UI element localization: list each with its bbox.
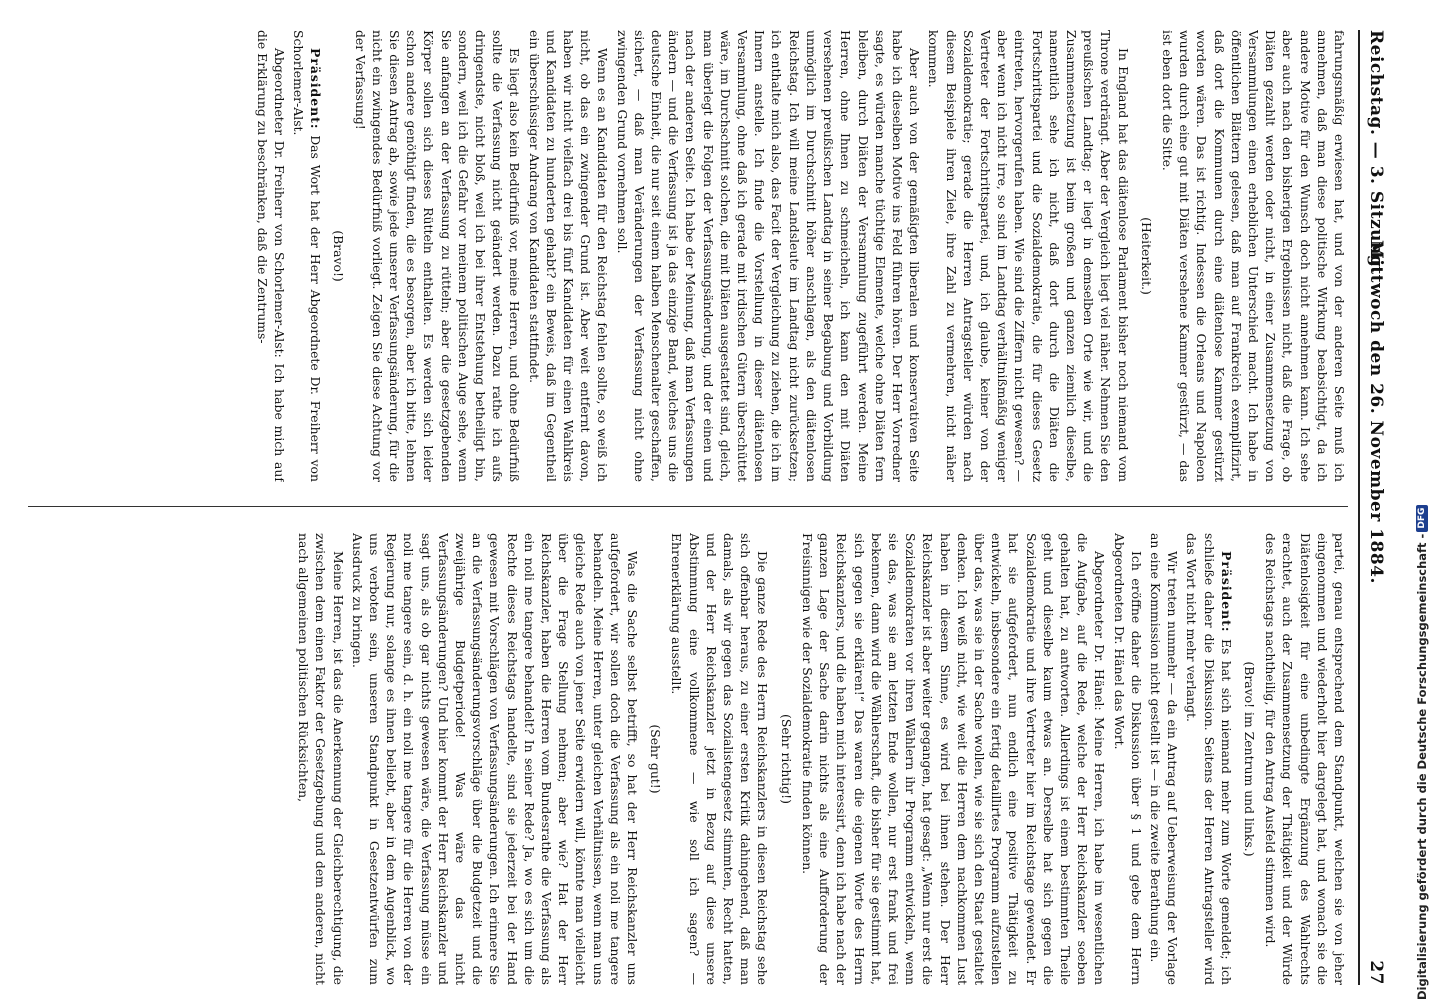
header-session-title: Reichstag. — 3. Sitzung. (1366, 30, 1386, 274)
paragraph (613, 30, 923, 482)
paragraph-text: partei, genau entsprechend dem Standpunkt, welchen sie von jeher eingenommen und wiederholt hier dargelegt hat, und wonach sie die Diätenlosigkeit für eine unbedingte Ergänzung des Wahlrechts erachtet, auch der Zusammensetzung der Thätigkeit und der Würde des Reichstags nachtheilig, für den Antrag Ausfeld stimmen wird. (1263, 533, 1347, 985)
paragraph-text: Es liegt also kein Bedürfniß vor, meine Herren, und ohne Bedürfniß sollte die Verfassung nicht geändert werden. Dazu rathe ich aufs dringendste, nicht bloß, weil ich bei ihrer Entstehung betheiligt bin, sondern, weil ich die Gefahr vor meinem politischen Auge sehe, wenn Sie anfangen an der Verfassung zu rütteln; aber die gesetzgebenden Körper sollen sich dieses Rütteln enthalten. Es werden sich leider schon andere genöthigt finden, die es besorgen, aber ich bitte, lehnen Sie diesen Antrag ab, sowie jede unserer Verfassungsänderung, für die nicht ein zwingendes Bedürfniß vorliegt. Zeigen Sie diese Achtung vor der Verfassung! (352, 30, 523, 482)
stage-direction: (Bravo! im Zentrum und links.) (1241, 661, 1257, 857)
rotated-document-page (24, 0, 1404, 1000)
paragraph (799, 533, 1109, 985)
paragraph-text: Aber auch von der gemäßigten liberalen und konservativen Seite habe ich dieselben Motive ins Feld führen hören. Der Herr Vorredner sagte, es würden manche tüchtige Elemente, welche ohne Diäten fern bleiben, durch Diäten der Versammlung zugeführt werden. Meine Herren, ohne Ihnen zu schmeicheln, ich kann den mit Diäten versehenen preußischen Landtag in seiner Begabung und Vorbildung unmöglich im Durchschnitt höher anschlagen, als den diätenlosen Reichstag. Ich will meine Landsleute im Landtag nicht zurücksetzen; ich enthalte mich also, das Facit der Vergleichung zu ziehen, die ich im Innern anstelle. Ich finde die Vorstellung in dieser diätenlosen Versammlung, ohne daß ich gerade mit irdischen Gütern überschüttet wäre, im Durchschnitt solchen, die mit Diäten ausgestattet sind, gleich, man überlegt die Folgen der Verfassungsänderung, und der einen und nach der anderen Seite. Ich habe der Meinung, daß man Verfassungen ändern — und die Verfassung ist ja das einzige Band, welches uns die deutsche Einheit, die nur seit einem halben Menschenalter geschaffen, sichert, — daß man Veränderungen der Verfassung nicht ohne zwingenden Grund vornehmen soll. (614, 30, 923, 482)
stage-direction: (Sehr richtig!) (778, 714, 794, 804)
digitization-credit-text: Digitalisierung gefördert durch die Deutsche Forschungsgemeinschaft - (1415, 533, 1429, 1000)
paragraph (925, 30, 1131, 482)
paragraph-text: In England hat das diätenlose Parlament bisher noch niemand vom Throne verdrängt. Aber der Vergleich liegt viel näher. Nehmen Sie den preußischen Landtag; er liegt in demselben Orte wie wir, und die Zusammensetzung ist beim großen und ganzen ziemlich dieselbe, namentlich sehe ich nicht, daß dort durch die Diäten die Fortschrittspartei und die Sozialdemokratie, die für dieses Gesetz eintreten, hervorgerufen haben. Wie sind die Ziffern nicht gewesen? — aber wenn ich nicht irre, so sind im Landtag verhältnißmäßig weniger Vertreter der Fortschrittspartei, und, ich glaube, keiner von der Sozialdemokratie; gerade die Herren Antragsteller würden nach diesem Beispiele ihren Ziele, ihre Zahl zu vermehren, nicht näher kommen. (926, 30, 1131, 482)
paragraph-text: Meine Herren, ist das die Anerkennung der Gleichberechtigung, die zwischen dem einen Faktor der Gesetzgebung und dem anderen, nicht nach allgemeinen politischen Rücksichten, (296, 533, 346, 985)
header-page-number: 27 (1366, 960, 1386, 985)
right-text-column (28, 533, 1348, 985)
stage-direction: (Sehr gut!) (648, 724, 664, 794)
paragraph-text: Das Wort hat der Herr Abgeordnete Dr. Freiherr von Schorlemer-Alst. (291, 30, 324, 482)
paragraph (290, 30, 324, 482)
page-header (1360, 30, 1390, 985)
column-divider (28, 506, 1348, 507)
paragraph-text: Es hat sich niemand mehr zum Worte gemeldet; ich schließe daher die Diskussion. Seitens der Herren Antragsteller wird das Wort nicht mehr verlangt. (1184, 533, 1234, 985)
stage-direction: (Bravo!) (331, 230, 347, 282)
stage-direction: (Heiterkeit.) (1138, 217, 1154, 295)
paragraph (253, 30, 287, 482)
paragraph-text: Ich eröffne daher die Diskussion über § 1 und gebe dem Herrn Abgeordneten Dr. Hänel das Wort. (1111, 533, 1144, 985)
speaker-label: Präsident: (308, 48, 324, 130)
paragraph (1110, 533, 1144, 985)
left-text-column (28, 30, 1348, 482)
paragraph (351, 30, 523, 482)
dfg-logo: DFG (1416, 505, 1428, 532)
paragraph (1262, 533, 1348, 985)
paragraph-text: Wir treten nunmehr — da ein Antrag auf Ueberweisung der Vorlage an eine Kommission nicht gestellt ist — in die zweite Berathung ein. (1147, 533, 1181, 985)
paragraph (1183, 533, 1235, 985)
digitization-credit (1408, 0, 1432, 1000)
paragraph (525, 30, 611, 482)
paragraph-text: Abgeordneter Dr. Freiherr von Schorlemer-Alst: Ich habe mich auf die Erklärung zu beschränken, daß die Zentrums- (254, 30, 287, 482)
paragraph-text: Wenn es an Kandidaten für den Reichstag fehlen sollte, so weiß ich nicht, ob das ein zwingender Grund ist. Aber weit entfernt davon, haben wir nicht vielfach drei bis fünf Kandidaten für einen Wahlkreis und Kandidaten zu hunderten gehabt? ein Beweis, daß im Gegentheil ein überschüssiger Andrang von Kandidaten stattfindet. (526, 30, 611, 482)
paragraph (1147, 533, 1181, 985)
digitization-footer-strip (1404, 0, 1432, 1000)
speaker-label: Präsident: (1218, 551, 1234, 633)
header-date: Mittwoch den 26. November 1884. (1366, 240, 1386, 584)
paragraph (668, 533, 771, 985)
paragraph (349, 533, 641, 985)
paragraph-text: Was die Sache selbst betrifft, so hat der Herr Reichskanzler uns aufgefordert, wir sollen doch die Verfassung als ein noli me tangere behandeln. Meine Herren, unter gleichen Verhältnissen, wenn man uns gleiche Rede auch von jener Seite erwidern will, könnte man vielleicht über die Frage Stellung nehmen; aber wie? Hat der Herr Reichskanzler, haben die Herren vom Bundesrathe die Verfassung als ein noli me tangere behandelt? In seiner Rede? Ja, wo es sich um die Rechte dieses Reichstags handelte, sind sie jederzeit bei der Hand gewesen mit Vorschlägen von Verfassungsänderungen. Ich erinnere Sie an die Verfassungsänderungsvorschläge über die Budgetzeit und die zweijährige Budgetperiode! Was wäre das nicht Verfassungsänderungen? Und hier kommt der Herr Reichskanzler und sagt uns, als ob gar nichts gewesen wäre, die Verfassung müsse ein noli me tangere sein, d. h. ein noli me tangere für die Herren von der Regierung nur, solange es ihnen beliebt, aber in dem Augenblick, wo uns verboten sein, unseren Standpunkt in Gesetzentwürfen zum Ausdruck zu bringen. (349, 533, 641, 985)
paragraph (1159, 30, 1348, 482)
paragraph-text: Abgeordneter Dr. Hänel: Meine Herren, ich habe im wesentlichen die Aufgabe, auf die Rede, welche der Herr Reichskanzler soeben gehalten hat, zu antworten. Allerdings ist einem bestimmten Theile geht und dieselbe kaum etwas an. Derselbe hat sich gegen die Sozialdemokratie und ihre Vertreter hier im Reichstage gewendet. Er hat sie aufgefordert, nun endlich eine positive Thätigkeit zu entwickeln, insbesondere ein fertig detaillirtes Programm aufzustellen über das, was sie in der Sache wollen, wie sie sich den Staat gestaltet denken. Ich weiß nicht, wie weit die Herren dem nachkommen Lust haben in diesem Sinne, es wird bei ihnen stehen. Der Herr Reichskanzler ist aber weiter gegangen, hat gesagt: „Wenn nur erst die Sozialdemokraten vor ihren Wählern ihr Programm entwickeln, wenn sie das, was sie am letzten Ende wollen, nur erst frank und frei bekennen, dann wird die Wählerschaft, die bisher für sie gestimmt hat, sich gegen sie erklären!“ Das waren die eigenen Worte des Herrn Reichskanzlers, und die haben mich interessirt, denn ich habe nach der ganzen Lage der Sache darin nichts als eine Aufforderung der Freisinnigen wie der Sozialdemokratie finden können. (799, 533, 1108, 985)
header-rule (1358, 30, 1360, 985)
paragraph (295, 533, 347, 985)
paragraph-text: fahrungsmäßig erwiesen hat, und von der anderen Seite muß ich annehmen, daß man diese politische Wirkung beabsichtigt, da ich andere Motive für den Wunsch doch nicht annehmen kann. Ich sehe aber auch nach den bisherigen Ergebnissen nicht, daß die Frage, ob Diäten gezahlt werden oder nicht, in einer Zusammensetzung von Versammlungen einen erheblichen Unterschied macht. Ich habe in öffentlichen Blättern gelesen, daß man auf Frankreich exemplifizirt, daß dort die Kommunen durch eine diätenlose Kammer gestürzt worden wären. Das ist richtig. Indessen die Orleans und Napoleon wurden durch eine gut mit Diäten versehene Kammer gestürzt, — das ist eben dort die Sitte. (1159, 30, 1347, 482)
paragraph-text: Die ganze Rede des Herrn Reichskanzlers in diesen Reichstag sehe sich offenbar heraus, zu einer ersten Kritik dahingehend, daß man damals, als wir gegen das Sozialistengesetz stimmten, Recht hatten, und der Herr Reichskanzler jetzt in Bezug auf diese unsere Abstimmung eine vollkommene — wie soll ich sagen? — Ehrenerklärung ausstellt. (669, 533, 771, 985)
